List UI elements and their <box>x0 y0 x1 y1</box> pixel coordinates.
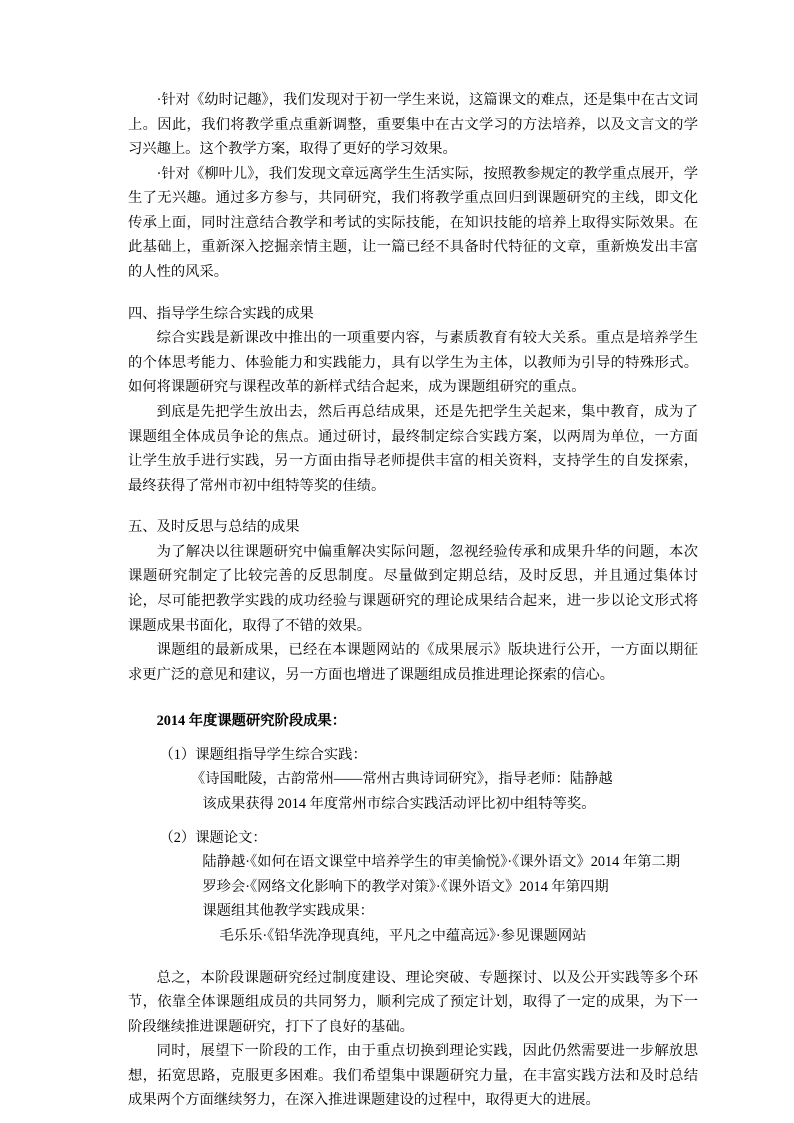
paragraph-comprehensive-practice-detail: 到底是先把学生放出去，然后再总结成果，还是先把学生关起来，集中教育，成为了课题组全体成员争论的焦点。通过研讨，最终制定综合实践方案，以两周为单位，一方面让学生放手进行实践，另一方面由指导老师提供丰富的相关资料，支持学生的自发探索，最终获得了常州市初中组特等奖的佳绩。 <box>128 403 698 494</box>
list-item-1-title: （1）课题组指导学生综合实践： <box>159 746 367 763</box>
paragraph-latest-results: 课题组的最新成果，已经在本课题网站的《成果展示》版块进行公开，一方面以期征求更广泛的意见和建议，另一方面也增进了课题组成员推进理论探索的信心。 <box>128 642 698 683</box>
section-heading-five: 五、及时反思与总结的成果 <box>128 519 300 536</box>
spacer <box>128 949 698 966</box>
paragraph-summary: 总之，本阶段课题研究经过制度建设、理论突破、专题探讨、以及公开实践等多个环节，依靠全体课题组成员的共同努力，顺利完成了预定计划，取得了一定的成果，为下一阶段继续推进课题研究，打下了良好的基础。 <box>128 969 698 1035</box>
list-item-1-work: 《诗国毗陵，古韵常州——常州古典诗词研究》，指导老师：陆静越 <box>190 771 613 788</box>
paragraph-comprehensive-practice-intro: 综合实践是新课改中推出的一项重要内容，与素质教育有较大关系。重点是培养学生的个体思考能力、体验能力和实践能力，具有以学生为主体，以教师为引导的特殊形式。如何将课题研究与课程改革的新样式结合起来，成为课题组研究的重点。 <box>128 330 698 396</box>
list-item-2-paper-1: 陆静越·《如何在语文课堂中培养学生的审美愉悦》·《课外语文》2014 年第二期 <box>202 854 681 871</box>
spacer <box>128 817 698 826</box>
list-item-2-other-entry: 毛乐乐·《铅华洗净现真纯，平凡之中蕴高远》·参见课题网站 <box>219 927 587 944</box>
list-item-2-title: （2）课题论文： <box>159 829 267 846</box>
paragraph-reflection-system: 为了解决以往课题研究中偏重解决实际问题，忽视经验传承和成果升华的问题，本次课题研究制定了比较完善的反思制度。尽量做到定期总结，及时反思，并且通过集体讨论，尽可能把教学实践的成功经验与课题研究的理论成果结合起来，进一步以论文形式将课题成果书面化，取得了不错的效果。 <box>128 543 698 634</box>
paragraph-bullet-liuyeer: ·针对《柳叶儿》，我们发现文章远离学生生活实际，按照教参规定的教学重点展开，学生了无兴趣。通过多方参与，共同研究，我们将教学重点回归到课题研究的主线，即文化传承上面，同时注意结合教学和考试的实际技能，在知识技能的培养上取得实际效果。在此基础上，重新深入挖掘亲情主题，让一篇已经不具备时代特征的文章，重新焕发出丰富的人性的风采。 <box>128 165 698 281</box>
spacer <box>128 498 698 515</box>
document-body <box>128 88 698 1113</box>
spacer <box>128 285 698 302</box>
paragraph-bullet-youshijiqu: ·针对《幼时记趣》，我们发现对于初一学生来说，这篇课文的难点，还是集中在古文词上。因此，我们将教学重点重新调整，重要集中在古文学习的方法培养，以及文言文的学习兴趣上。这个教学方案，取得了更好的学习效果。 <box>128 92 698 158</box>
list-item-2-paper-2: 罗珍会·《网络文化影响下的教学对策》·《课外语文》2014 年第四期 <box>202 878 609 895</box>
section-heading-four: 四、指导学生综合实践的成果 <box>128 305 314 322</box>
list-item-2-other-title: 课题组其他教学实践成果： <box>202 903 374 920</box>
spacer <box>128 687 698 709</box>
subheading-2014-results: 2014 年度课题研究阶段成果： <box>156 713 347 730</box>
list-item-1-award: 该成果获得 2014 年度常州市综合实践活动评比初中组特等奖。 <box>202 796 596 813</box>
spacer <box>128 734 698 743</box>
paragraph-outlook: 同时，展望下一阶段的工作，由于重点切换到理论实践，因此仍然需要进一步解放思想，拓宽思路，克服更多困难。我们希望集中课题研究力量，在丰富实践方法和及时总结成果两个方面继续努力，在深入推进课题建设的过程中，取得更大的进展。 <box>128 1043 698 1109</box>
